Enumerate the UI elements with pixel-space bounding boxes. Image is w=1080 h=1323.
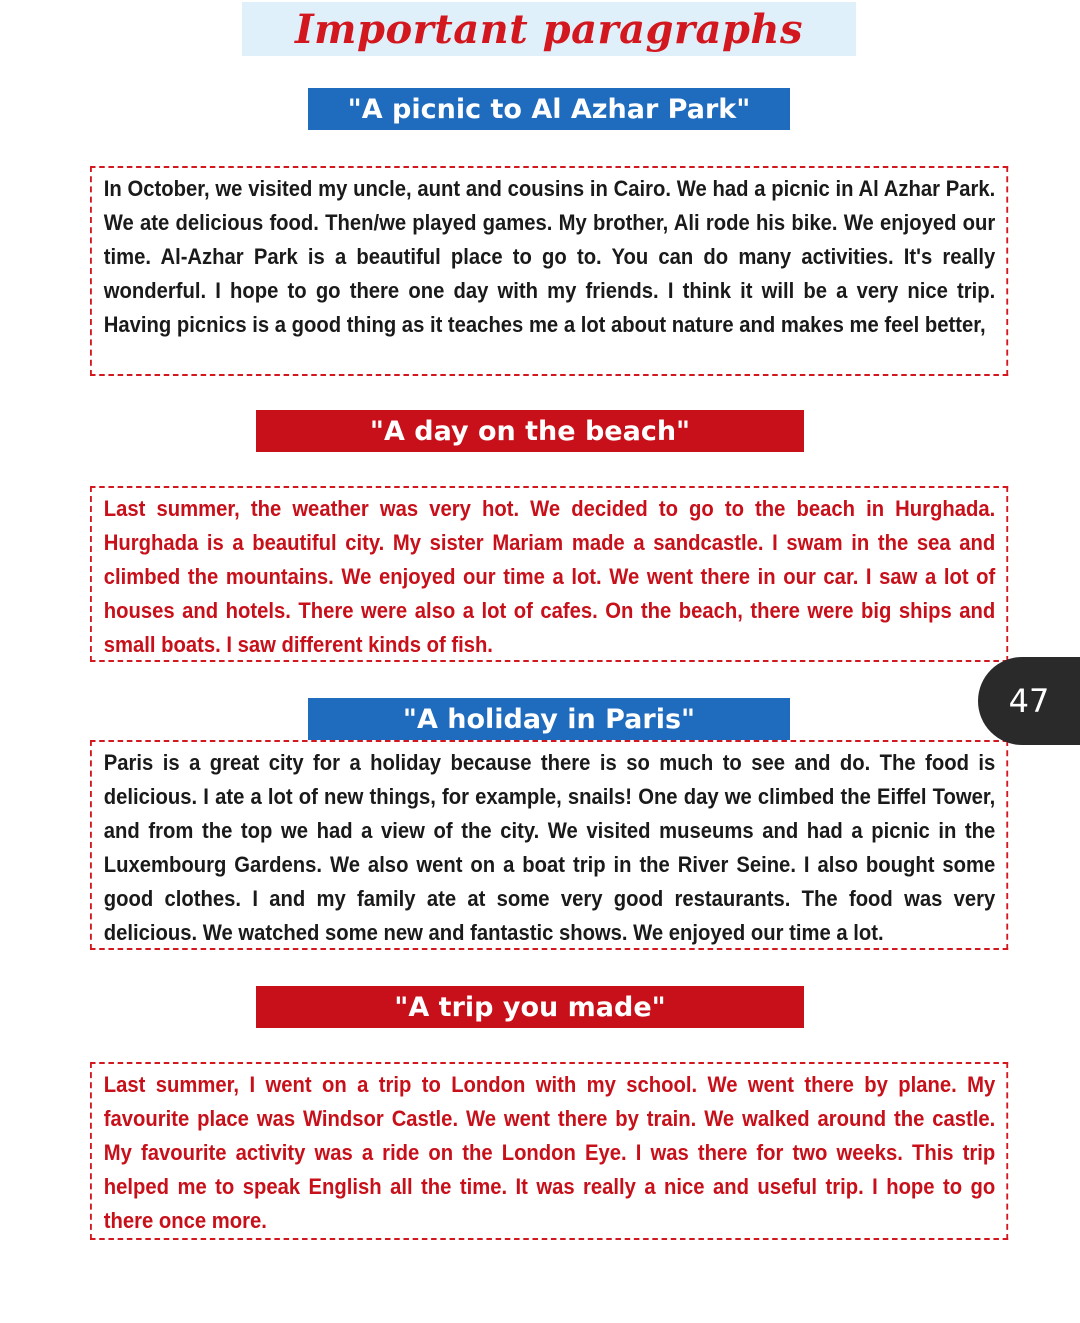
page-title: Important paragraphs <box>294 5 804 53</box>
heading-day-on-beach: "A day on the beach" <box>256 410 804 452</box>
page-title-banner <box>242 2 856 56</box>
heading-trip-you-made: "A trip you made" <box>256 986 804 1028</box>
paragraph-trip-you-made: Last summer, I went on a trip to London with my school. We went there by plane. My favourite place was Windsor Castle. We went there by train. We walked around the castle. My favourite activity was a ride on the London Eye. I was there for two weeks. This trip helped me to speak English all the time. It was really a nice and useful trip. I hope to go there once more. <box>90 1062 1008 1240</box>
paragraph-picnic-al-azhar: In October, we visited my uncle, aunt and cousins in Cairo. We had a picnic in Al Azhar Park. We ate delicious food. Then/we played games. My brother, Ali rode his bike. We enjoyed our time. Al-Azhar Park is a beautiful place to go to. You can do many activities. It's really wonderful. I hope to go there one day with my friends. I think it will be a very nice trip. Having picnics is a good thing as it teaches me a lot about nature and makes me feel better, <box>90 166 1008 376</box>
paragraph-holiday-paris: Paris is a great city for a holiday because there is so much to see and do. The food is delicious. I ate a lot of new things, for example, snails! One day we climbed the Eiffel Tower, and from the top we had a view of the city. We visited museums and had a picnic in the Luxembourg Gardens. We also went on a boat trip in the River Seine. I also bought some good clothes. I and my family ate at some very good restaurants. The food was very delicious. We watched some new and fantastic shows. We enjoyed our time a lot. <box>90 740 1008 950</box>
page-number-badge: 47 <box>978 657 1080 745</box>
paragraph-day-on-beach: Last summer, the weather was very hot. We decided to go to the beach in Hurghada. Hurghada is a beautiful city. My sister Mariam made a sandcastle. I swam in the sea and climbed the mountains. We enjoyed our time a lot. We went there in our car. I saw a lot of houses and hotels. There were also a lot of cafes. On the beach, there were big ships and small boats. I saw different kinds of fish. <box>90 486 1008 662</box>
heading-picnic-al-azhar: "A picnic to Al Azhar Park" <box>308 88 790 130</box>
heading-holiday-paris: "A holiday in Paris" <box>308 698 790 740</box>
